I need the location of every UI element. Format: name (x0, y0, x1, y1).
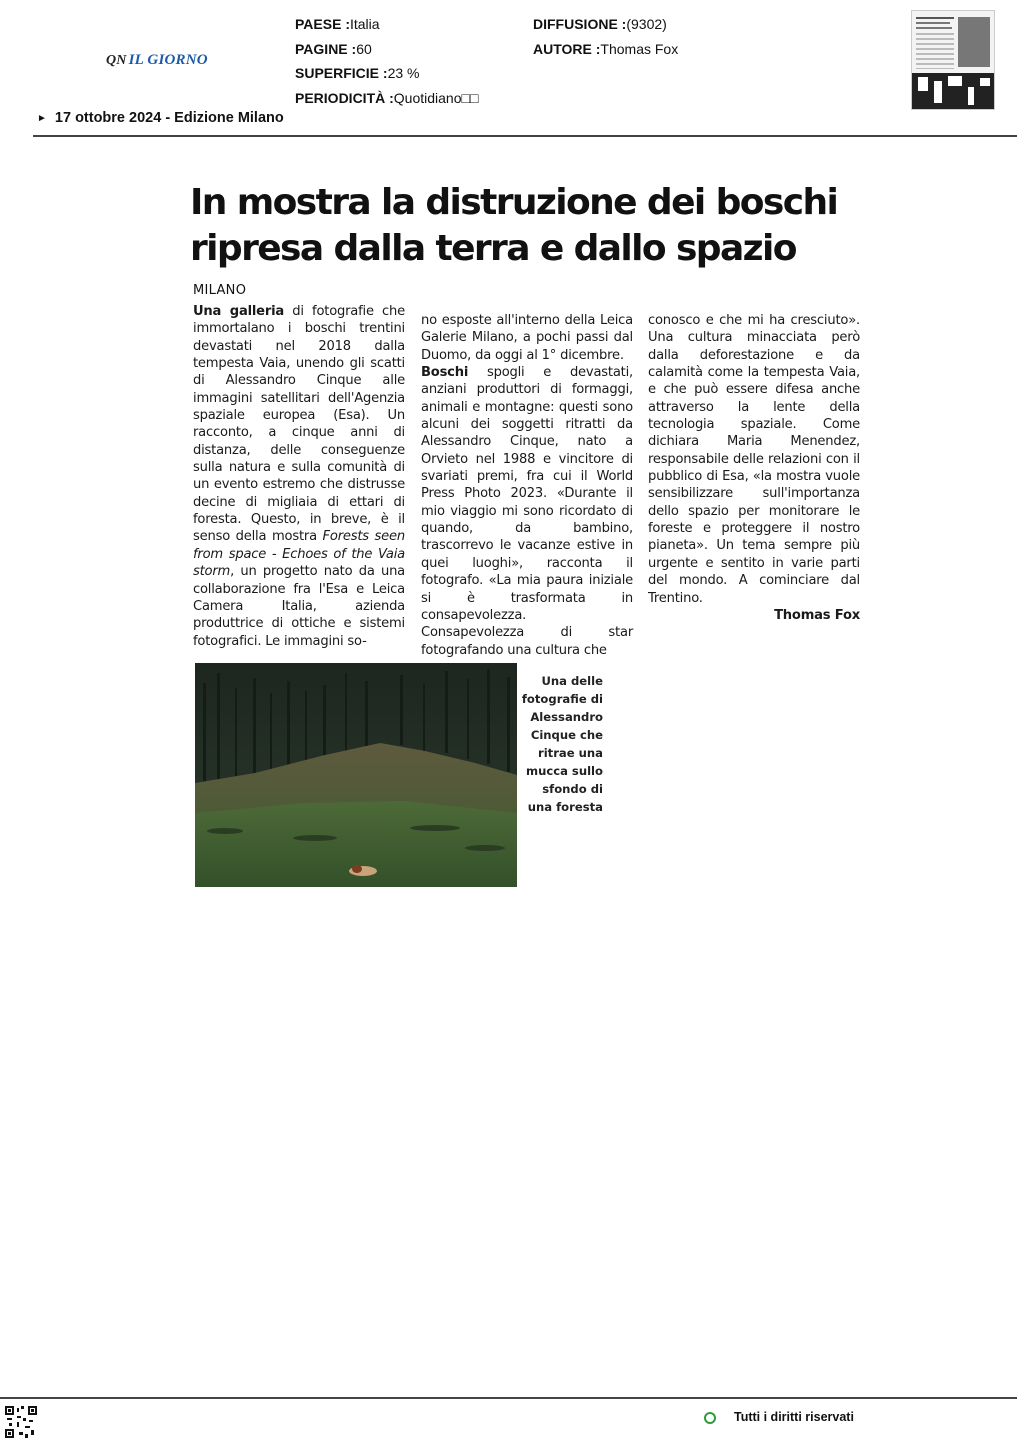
meta-left (295, 12, 478, 110)
lead-in: Una galleria (193, 304, 285, 319)
headline: In mostra la distruzione dei boschi ripresa dalla terra e dallo spazio (190, 182, 838, 269)
page-thumbnail (911, 10, 995, 110)
meta-diffusion: DIFFUSIONE :(9302) (533, 16, 667, 32)
header-divider (33, 135, 1017, 137)
meta-author: AUTORE :Thomas Fox (533, 40, 679, 57)
byline: Thomas Fox (774, 607, 860, 623)
exhibition-title: Forests seen from space - Echoes of the Vaia storm (193, 529, 405, 580)
meta-country: PAESE :Italia (295, 16, 380, 32)
article-column-2: no esposte all'interno della Leica Galerie Milano, a pochi passi dal Duomo, da oggi al 1° dicembre. Boschi spogli e devastati, anziani produttori di formaggi, animali e montagne: questi sono alcuni dei soggetti ritratti da Alessandro Cinque, nato a Orvieto nel 1988 e vincitore di svariati premi, fra cui il World Press Photo 2023. «Durante il mio viaggio mi sono ricordato di quando, da bambino, trascorrevo le vacanze estive in quei luoghi», racconta il fotografo. «La mia paura iniziale si è trasformata in consapevolezza. Consapevolezza di star fotografando una cultura che (421, 313, 633, 658)
meta-right (533, 12, 678, 61)
edition-date: ► 17 ottobre 2024 - Edizione Milano (37, 110, 284, 126)
logo-prefix: QN (106, 53, 127, 68)
meta-surface: SUPERFICIE :23 % (295, 65, 420, 82)
newspaper-logo (106, 52, 208, 69)
lead-in-2: Boschi (421, 365, 469, 381)
meta-periodicity: PERIODICITÀ :Quotidiano□□ (295, 89, 479, 106)
rights-notice: Tutti i diritti riservati (734, 1410, 854, 1424)
meta-pages: PAGINE :60 (295, 40, 372, 57)
article-photo (195, 663, 517, 887)
dateline: MILANO (193, 283, 247, 298)
rights-circle-icon (704, 1412, 716, 1424)
qr-code-icon (5, 1406, 37, 1438)
photo-caption: Una delle fotografie di Alessandro Cinque che ritrae una mucca sullo sfondo di una foresta (521, 674, 603, 814)
article-column-3: conosco e che mi ha cresciuto». Una cultura minacciata però dalla deforestazione e da calamità come la tempesta Vaia, e che può essere difesa anche attraverso la lente della tecnologia spaziale. Come dichiara Maria Menendez, responsabile delle relazioni con il pubblico di Esa, «la mostra vuole sensibilizzare sull'importanza dello spazio per monitorare le foreste e proteggere il nostro pianeta». Un tema sempre più urgente e sentito in varie parti del mondo. A cominciare dal Trentino. Thomas Fox (648, 313, 860, 623)
footer-divider (0, 1397, 1017, 1399)
article-column-1: Una galleria di fotografie che immortalano i boschi trentini devastati nel 2018 dalla tempesta Vaia, unendo gli scatti di Alessandro Cinque alle immagini satellitari dell'Agenzia spaziale europea (Esa). Un racconto, a cinque anni di distanza, delle conseguenze sulla natura e sulla comunità di un evento estremo che distrusse decine di migliaia di ettari di foresta. Questo, in breve, è il senso della mostra Forests seen from space - Echoes of the Vaia storm, un progetto nato da una collaborazione fra l'Esa e Leica Camera Italia, azienda produttrice di ottiche e sistemi fotografici. Le immagini so- (193, 304, 406, 649)
logo-text: IL GIORNO (128, 52, 208, 68)
pointer-icon: ► (37, 113, 47, 124)
